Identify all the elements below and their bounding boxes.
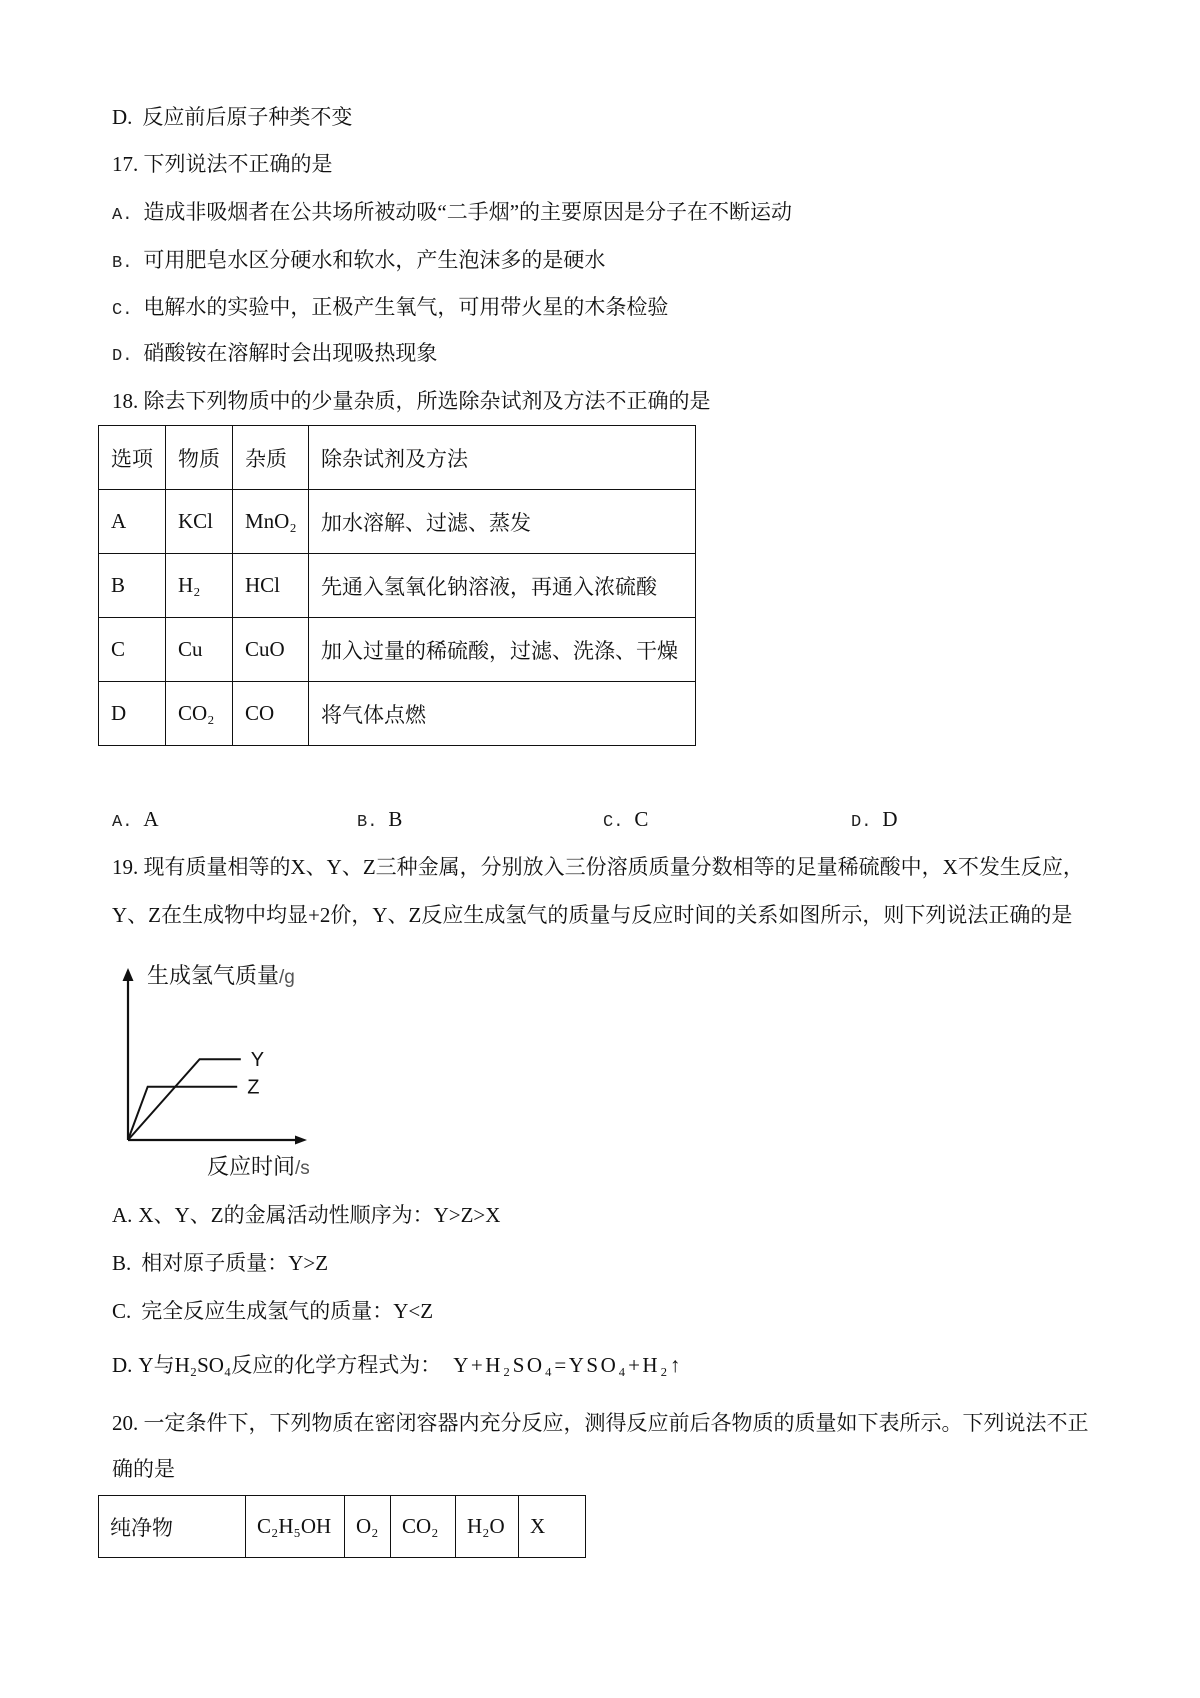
table-cell: HCl: [233, 554, 309, 618]
option-label: A.: [112, 206, 133, 225]
table-row: [99, 490, 696, 554]
q18-option-d: [851, 804, 898, 834]
series-label-z: Z: [247, 1076, 260, 1099]
x-axis-arrowhead: [295, 1136, 307, 1145]
q19-option-d: [112, 1350, 683, 1380]
option-label: A.: [112, 1203, 133, 1227]
table-cell: KCl: [166, 490, 233, 554]
table-header-cell: 物质: [166, 426, 233, 490]
table-cell: CO₂: [166, 682, 233, 746]
series-line-z: [128, 1087, 237, 1140]
table-header-cell: CO₂: [391, 1496, 456, 1558]
table-header-cell: H₂O: [456, 1496, 519, 1558]
table-header-cell: 杂质: [233, 426, 309, 490]
option-label: C.: [603, 813, 624, 832]
table-cell: MnO₂: [233, 490, 309, 554]
y-axis-arrowhead: [123, 968, 134, 981]
axis-label-unit: /s: [295, 1158, 310, 1179]
series-line-y: [128, 1059, 241, 1140]
option-text: 反应前后原子种类不变: [142, 105, 353, 129]
option-label: C.: [112, 301, 133, 320]
table-cell: B: [99, 554, 166, 618]
table-cell: H₂: [166, 554, 233, 618]
option-text: Y与H₂SO₄反应的化学方程式为：: [138, 1353, 442, 1377]
option-label: A.: [112, 813, 133, 832]
table-cell: CO: [233, 682, 309, 746]
table-cell: 加入过量的稀硫酸，过滤、洗涤、干燥: [309, 618, 696, 682]
y-axis-label: [147, 962, 295, 992]
option-text: 硝酸铵在溶解时会出现吸热现象: [143, 341, 438, 365]
q19-option-c: [112, 1296, 433, 1326]
table-header-row: [99, 1496, 586, 1558]
q17-stem: 17. 下列说法不正确的是: [112, 152, 333, 176]
table-header-cell: C₂H₅OH: [246, 1496, 345, 1558]
option-text: A: [143, 807, 159, 831]
table-cell: C: [99, 618, 166, 682]
table-cell: A: [99, 490, 166, 554]
series-label-y: Y: [250, 1049, 265, 1072]
q18-impurity-table: [98, 425, 696, 746]
q17-option-d: [112, 338, 437, 368]
q19-option-a: [112, 1200, 500, 1230]
option-text: X、Y、Z的金属活动性顺序为：Y>Z>X: [138, 1203, 501, 1227]
table-header-cell: 选项: [99, 426, 166, 490]
option-text: 造成非吸烟者在公共场所被动吸“二手烟”的主要原因是分子在不断运动: [143, 200, 793, 224]
chemical-equation: Y+H₂SO₄=YSO₄+H₂↑: [453, 1353, 683, 1377]
option-text: 完全反应生成氢气的质量：Y<Z: [141, 1299, 434, 1323]
q19-stem-line: 19. 现有质量相等的X、Y、Z三种金属，分别放入三份溶质质量分数相等的足量稀硫酸中，X不发生反应，: [112, 855, 1084, 879]
option-text: 可用肥皂水区分硬水和软水，产生泡沫多的是硬水: [143, 248, 606, 272]
table-cell: CuO: [233, 618, 309, 682]
q20-stem-line: 确的是: [112, 1457, 175, 1481]
option-label: D.: [112, 105, 133, 129]
q20-substance-table: [98, 1495, 586, 1558]
x-axis-label: [207, 1153, 310, 1183]
option-text: D: [882, 807, 898, 831]
q18-option-c: [603, 804, 648, 834]
table-cell: 先通入氢氧化钠溶液，再通入浓硫酸: [309, 554, 696, 618]
q17-option-c: [112, 292, 668, 322]
option-label: D.: [851, 813, 872, 832]
q17-option-b: [112, 245, 605, 275]
table-row: [99, 618, 696, 682]
option-text: 相对原子质量：Y>Z: [141, 1251, 329, 1275]
q20-stem-line: 20. 一定条件下，下列物质在密闭容器内充分反应，测得反应前后各物质的质量如下表所示。下列说法不正: [112, 1411, 1089, 1435]
option-label: B.: [112, 1251, 132, 1275]
axis-label-text: 生成氢气质量: [147, 963, 280, 988]
table-header-cell: 纯净物: [99, 1496, 246, 1558]
option-label: D.: [112, 347, 133, 366]
q19-stem-line: Y、Z在生成物中均显+2价，Y、Z反应生成氢气的质量与反应时间的关系如图所示，则下列说法正确的是: [112, 903, 1073, 927]
table-cell: D: [99, 682, 166, 746]
option-label: B.: [112, 254, 133, 273]
option-label: D.: [112, 1353, 133, 1377]
table-cell: 将气体点燃: [309, 682, 696, 746]
option-label: B.: [357, 813, 378, 832]
table-row: [99, 554, 696, 618]
q17-option-a: [112, 197, 792, 227]
option-text: B: [388, 807, 403, 831]
table-header-cell: X: [519, 1496, 586, 1558]
table-cell: Cu: [166, 618, 233, 682]
table-header-cell: O₂: [345, 1496, 391, 1558]
q16-option-d: [112, 102, 352, 132]
table-header-row: [99, 426, 696, 490]
table-cell: 加水溶解、过滤、蒸发: [309, 490, 696, 554]
option-text: C: [634, 807, 649, 831]
option-label: C.: [112, 1299, 132, 1323]
q18-stem: 18. 除去下列物质中的少量杂质，所选除杂试剂及方法不正确的是: [112, 389, 711, 413]
table-header-cell: 除杂试剂及方法: [309, 426, 696, 490]
axis-label-text: 反应时间: [207, 1154, 296, 1179]
q18-option-a: [112, 804, 159, 834]
q18-option-b: [357, 804, 402, 834]
q19-option-b: [112, 1248, 328, 1278]
option-text: 电解水的实验中，正极产生氧气，可用带火星的木条检验: [143, 295, 669, 319]
axis-label-unit: /g: [279, 967, 295, 988]
table-row: [99, 682, 696, 746]
